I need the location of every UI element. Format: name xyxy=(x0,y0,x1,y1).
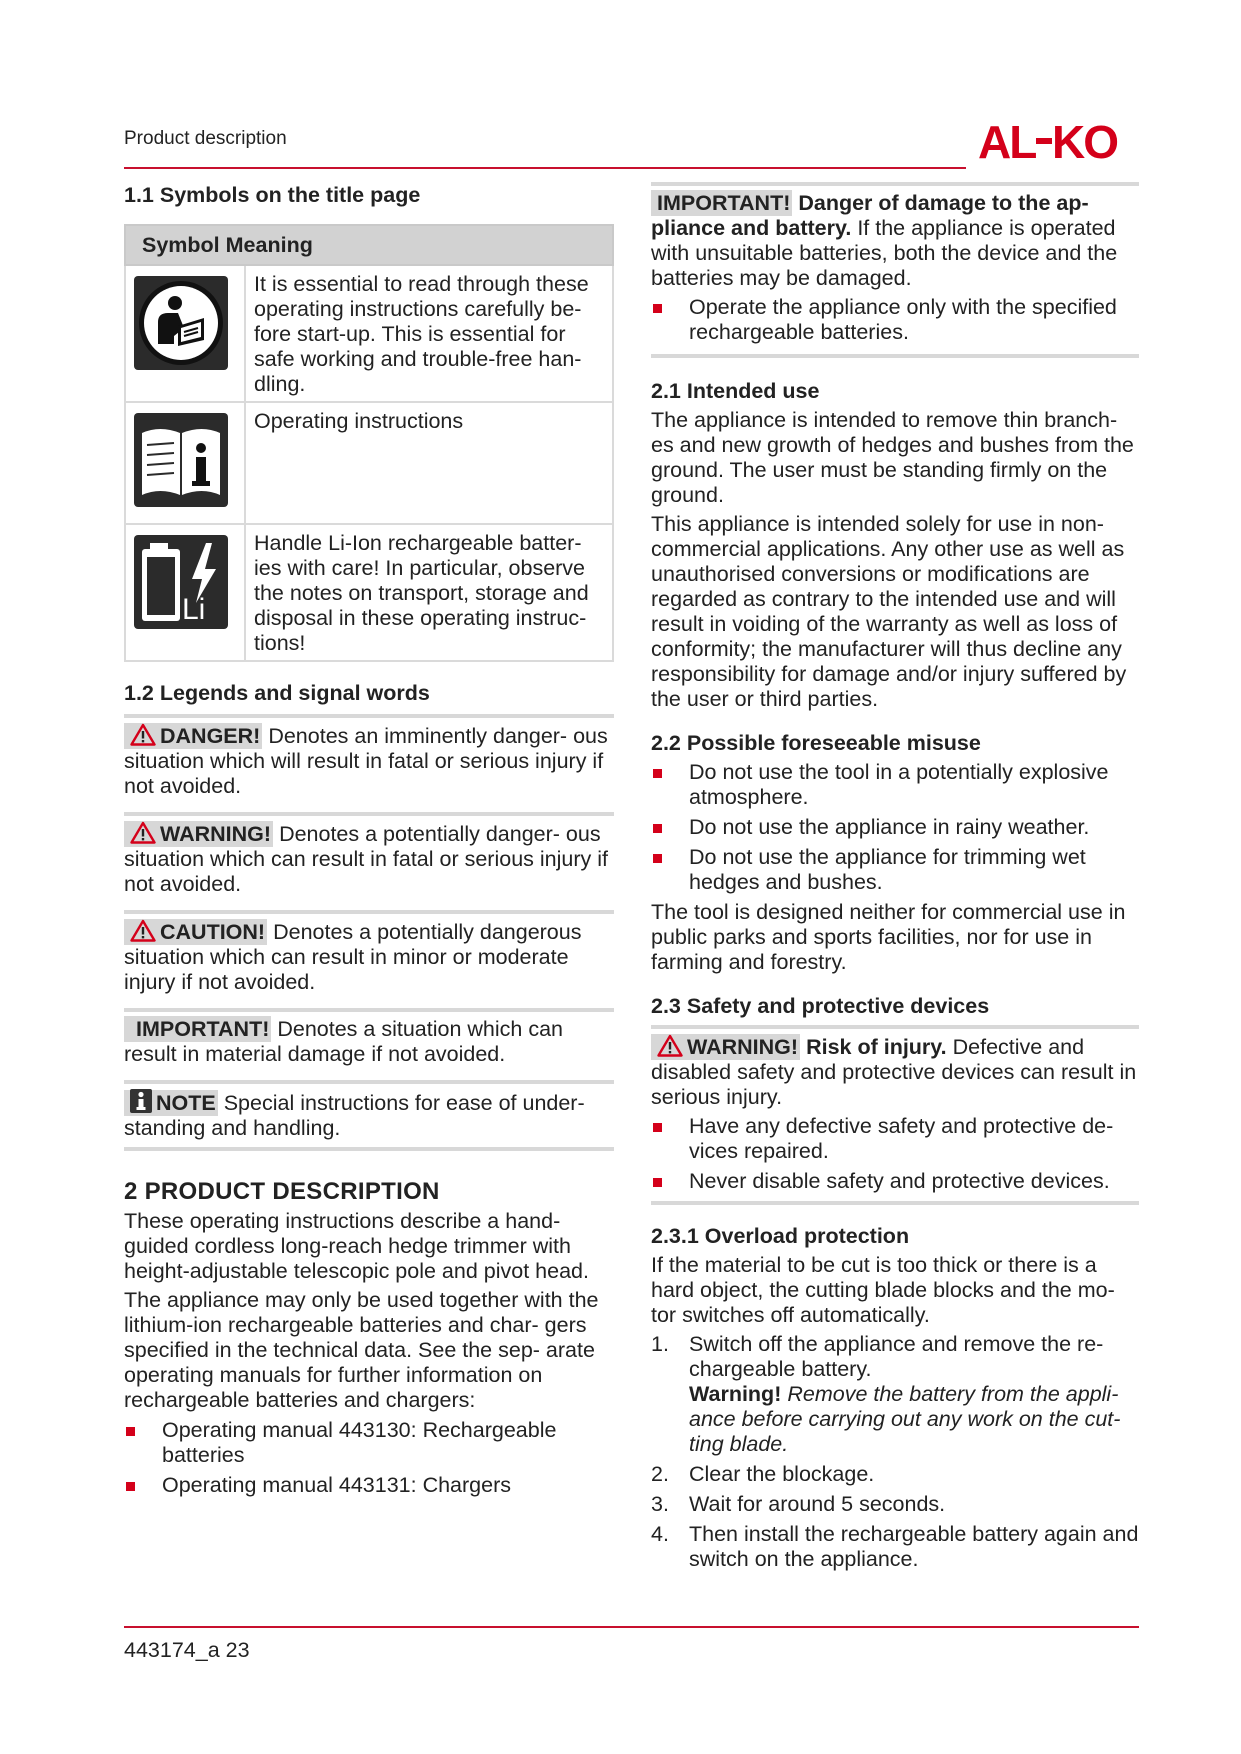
operating-instructions-icon xyxy=(134,413,228,507)
table-cell-meaning: Operating instructions xyxy=(245,402,613,524)
important-notice xyxy=(124,1008,614,1072)
svg-text:KO: KO xyxy=(1052,118,1117,166)
warning-text: Defective and disabled safety and protective devices can result in serious injury. xyxy=(651,1035,1137,1109)
warning-tag: WARNING! xyxy=(651,1034,800,1060)
section-1-2-title: 1.2 Legends and signal words xyxy=(124,681,430,705)
danger-text: Denotes an imminently danger- ous situation which will result in fatal or serious injury if not avoided. xyxy=(124,724,608,798)
caution-tag: CAUTION! xyxy=(124,919,267,945)
list-item: Have any defective safety and protective de- vices repaired. xyxy=(651,1114,1139,1164)
svg-text:Li: Li xyxy=(182,593,206,626)
symbols-table-header: Symbol Meaning xyxy=(125,225,613,265)
footer-rule xyxy=(124,1626,1139,1628)
section-2-2-title: 2.2 Possible foreseeable misuse xyxy=(651,731,981,755)
list-item: Do not use the tool in a potentially explosive atmosphere. xyxy=(651,760,1139,810)
section-2-paragraph-2: The appliance may only be used together with the lithium-ion rechargeable batteries and char- gers specified in the technical data. See the sep- arate operating manuals for further information on rechargeable batteries and chargers: xyxy=(124,1288,599,1412)
section-2-title: 2 PRODUCT DESCRIPTION xyxy=(124,1178,440,1205)
important-text: If the appliance is operated with unsuitable batteries, both the device and the batteries may be damaged. xyxy=(651,216,1118,290)
left-column xyxy=(124,182,614,1503)
warning-triangle-icon xyxy=(130,723,156,746)
table-cell-icon xyxy=(125,265,245,402)
section-2-3-1-paragraph: If the material to be cut is too thick or there is a hard object, the cutting blade blocks and the mo- tor switches off automatically. xyxy=(651,1253,1115,1327)
info-icon xyxy=(130,1089,152,1113)
important-list xyxy=(651,295,1139,358)
step-warning-text: Remove the battery from the appli- ance before carrying out any work on the cut- ting blade. xyxy=(689,1382,1121,1456)
warning-triangle-icon xyxy=(657,1034,683,1057)
warning-tag: WARNING! xyxy=(124,821,273,847)
section-1-1-title: 1.1 Symbols on the title page xyxy=(124,183,421,207)
important-tag: IMPORTANT! xyxy=(124,1016,271,1042)
list-item: Never disable safety and protective devices. xyxy=(651,1169,1139,1194)
warning-text: Denotes a potentially danger- ous situation which can result in fatal or serious injury if not avoided. xyxy=(124,822,608,896)
section-2-2-paragraph: The tool is designed neither for commercial use in public parks and sports facilities, nor for use in farming and forestry. xyxy=(651,900,1126,974)
footer-doc-number: 443174_a 23 xyxy=(124,1638,250,1662)
section-2-3-title: 2.3 Safety and protective devices xyxy=(651,994,990,1018)
list-item: 4. Then install the rechargeable battery again and switch on the appliance. xyxy=(651,1522,1139,1571)
svg-text:AL: AL xyxy=(978,118,1036,166)
caution-notice xyxy=(124,910,614,1000)
table-row xyxy=(125,402,613,524)
danger-notice xyxy=(124,714,614,804)
warning-triangle-icon xyxy=(130,821,156,844)
important-heading: Danger of damage to the ap- pliance and battery. xyxy=(651,191,1089,240)
header-rule xyxy=(124,167,966,169)
caution-text: Denotes a potentially dangerous situation which can result in minor or moderate injury if not avoided. xyxy=(124,920,582,994)
danger-tag: DANGER! xyxy=(124,723,262,749)
list-item: 1. Switch off the appliance and remove the re- chargeable battery. Warning! Remove the battery from the appli- ance before carrying out any work on the cut- ting blade. xyxy=(651,1332,1121,1456)
read-manual-icon xyxy=(134,276,228,370)
important-text: Denotes a situation which can result in material damage if not avoided. xyxy=(124,1017,563,1066)
section-2-paragraph-1: These operating instructions describe a hand- guided cordless long-reach hedge trimmer with height-adjustable telescopic pole and pivot head. xyxy=(124,1209,589,1283)
step-warning-label: Warning! xyxy=(689,1382,782,1406)
list-item: 3. Wait for around 5 seconds. xyxy=(651,1492,946,1516)
list-item: Operating manual 443130: Rechargeable batteries xyxy=(124,1418,614,1468)
list-item: Operating manual 443131: Chargers xyxy=(124,1473,614,1498)
table-row xyxy=(125,524,613,661)
misuse-list xyxy=(651,760,1139,895)
warning-triangle-icon xyxy=(130,919,156,942)
important-tag: IMPORTANT! xyxy=(651,190,792,216)
symbols-table xyxy=(124,224,614,662)
manuals-list xyxy=(124,1418,614,1498)
table-cell-icon xyxy=(125,402,245,524)
list-item: Operate the appliance only with the specified rechargeable batteries. xyxy=(651,295,1139,345)
alko-logo xyxy=(978,118,1138,166)
section-2-1-paragraph-1: The appliance is intended to remove thin branch- es and new growth of hedges and bushes from the ground. The user must be standing firmly on the ground. xyxy=(651,408,1134,507)
li-ion-battery-icon xyxy=(134,535,228,629)
list-item: Do not use the appliance for trimming wet hedges and bushes. xyxy=(651,845,1139,895)
battery-important-notice xyxy=(651,182,1139,364)
note-notice xyxy=(124,1080,614,1151)
running-header: Product description xyxy=(124,128,287,149)
table-cell-icon xyxy=(125,524,245,661)
safety-list xyxy=(651,1114,1139,1205)
section-2-1-title: 2.1 Intended use xyxy=(651,379,820,403)
table-row xyxy=(125,265,613,402)
list-item: Do not use the appliance in rainy weather. xyxy=(651,815,1139,840)
list-item: 2. Clear the blockage. xyxy=(651,1462,875,1486)
injury-warning-notice xyxy=(651,1025,1139,1209)
note-text: Special instructions for ease of under- standing and handling. xyxy=(124,1091,585,1140)
note-tag: NOTE xyxy=(124,1090,218,1116)
table-cell-meaning: It is essential to read through these operating instructions carefully be- fore start-up. This is essential for safe working and trouble-free han- dling. xyxy=(245,265,613,402)
right-column xyxy=(651,182,1139,1577)
overload-steps xyxy=(651,1332,1139,1572)
warning-notice xyxy=(124,812,614,902)
section-2-1-paragraph-2: This appliance is intended solely for use in non- commercial applications. Any other use as well as unauthorised conversions or modifications are regarded as contrary to the intended use and will result in voiding of the warranty as well as loss of conformity; the manufacturer will thus decline any responsibility for damage and/or injury suffered by the user or third parties. xyxy=(651,512,1127,711)
warning-heading: Risk of injury. xyxy=(806,1035,947,1059)
table-cell-meaning: Handle Li-Ion rechargeable batter- ies with care! In particular, observe the notes on transport, storage and disposal in these operating instruc- tions! xyxy=(245,524,613,661)
section-2-3-1-title: 2.3.1 Overload protection xyxy=(651,1224,910,1248)
